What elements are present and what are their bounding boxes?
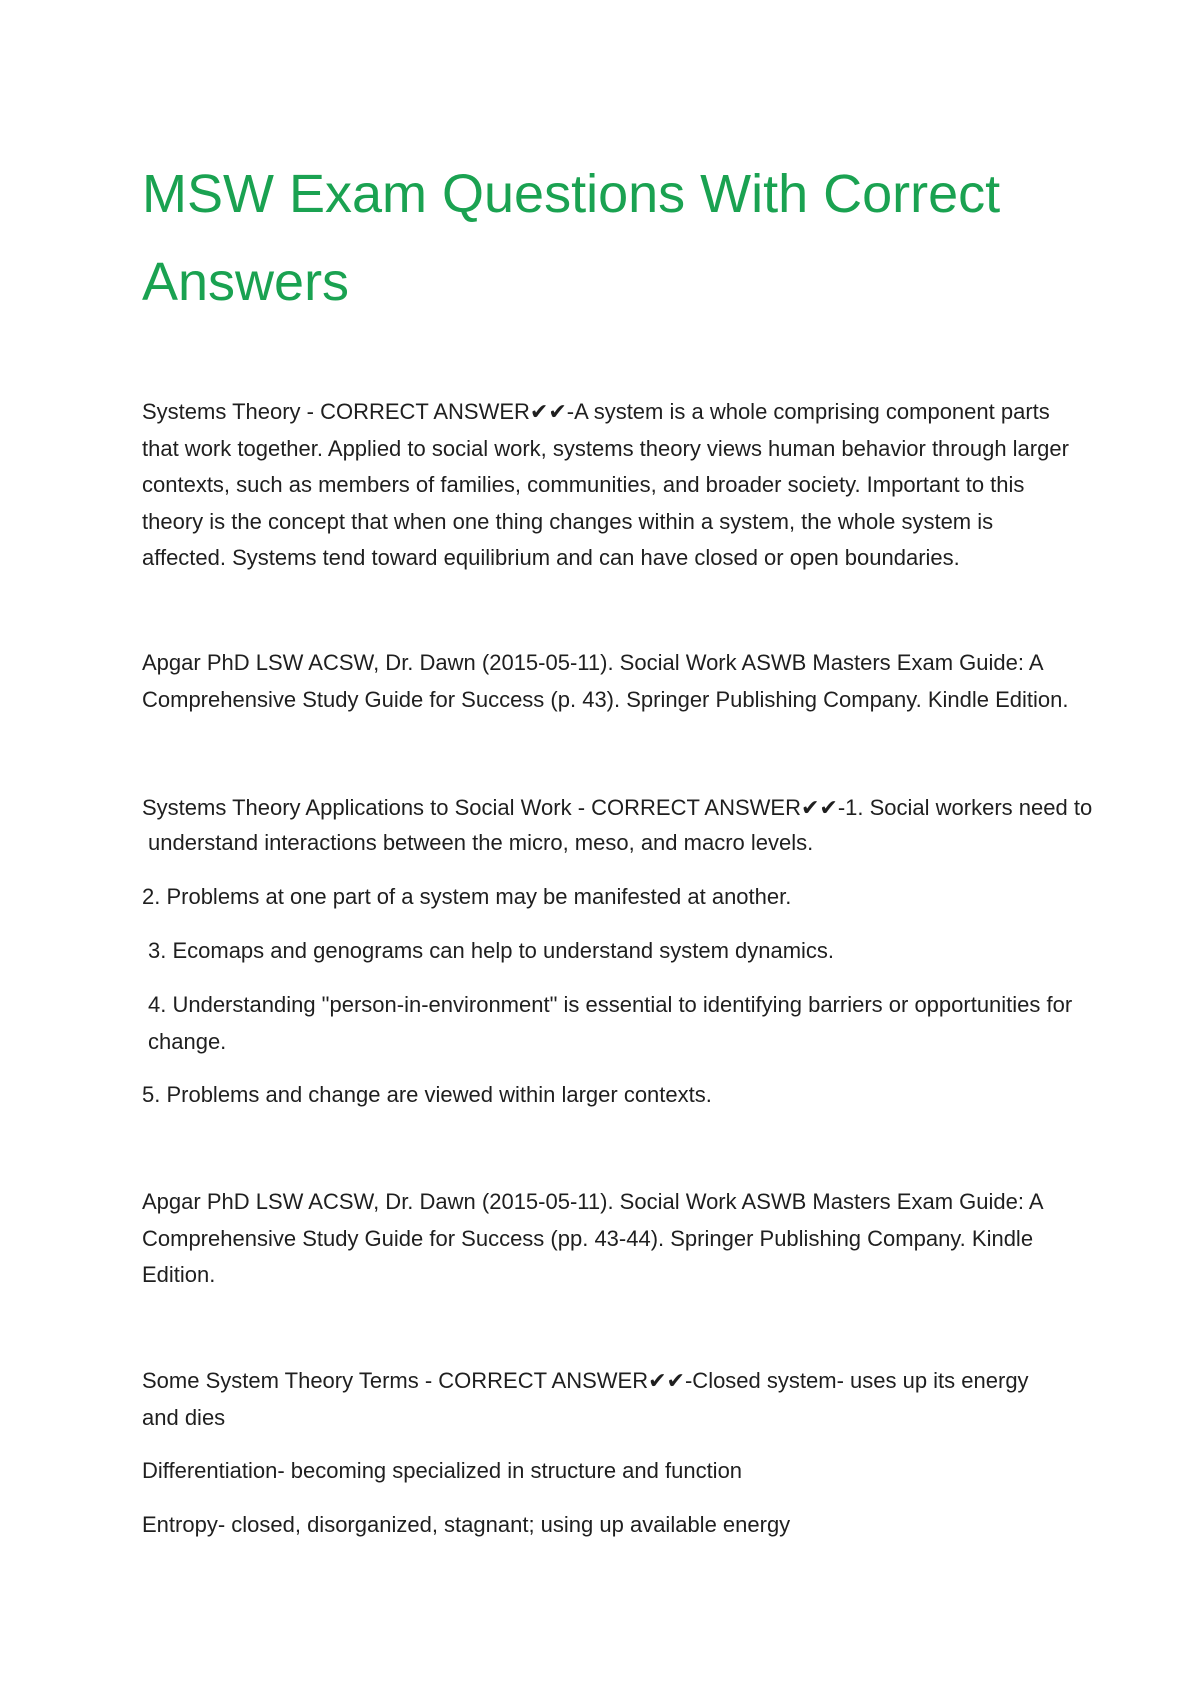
applications-item-3: 3. Ecomaps and genograms can help to understand system dynamics. bbox=[148, 938, 835, 963]
applications-item-5: 5. Problems and change are viewed within larger contexts. bbox=[142, 1082, 712, 1107]
citation-2: Apgar PhD LSW ACSW, Dr. Dawn (2015-05-11). Social Work ASWB Masters Exam Guide: A Comprehensive Study Guide for Success (pp. 43-44). Springer Publishing Company. Kindle Edition. bbox=[142, 1189, 1043, 1287]
terms-intro: Some System Theory Terms - CORRECT ANSWER✔✔-Closed system- uses up its energy and dies bbox=[142, 1368, 1029, 1430]
document-title: MSW Exam Questions With Correct Answers bbox=[142, 164, 1001, 312]
applications-item-4: 4. Understanding "person-in-environment" is essential to identifying barriers or opportunities for change. bbox=[148, 992, 1073, 1054]
applications-continuation-line: understand interactions between the micro, meso, and macro levels. bbox=[148, 830, 814, 855]
terms-entropy: Entropy- closed, disorganized, stagnant; using up available energy bbox=[142, 1512, 791, 1537]
terms-differentiation: Differentiation- becoming specialized in structure and function bbox=[142, 1458, 743, 1483]
applications-heading-line: Systems Theory Applications to Social Work - CORRECT ANSWER✔✔-1. Social workers need to bbox=[142, 795, 1093, 820]
systems-theory-entry: Systems Theory - CORRECT ANSWER✔✔-A system is a whole comprising component parts that work together. Applied to social work, systems theory views human behavior through larger contexts, such as members of families, communities, and broader society. Important to this theory is the concept that when one thing changes within a system, the whole system is affected. Systems tend toward equilibrium and can have closed or open boundaries. bbox=[142, 399, 1069, 570]
citation-1: Apgar PhD LSW ACSW, Dr. Dawn (2015-05-11). Social Work ASWB Masters Exam Guide: A Comprehensive Study Guide for Success (p. 43). Springer Publishing Company. Kindle Edition. bbox=[142, 650, 1069, 712]
applications-item-2: 2. Problems at one part of a system may be manifested at another. bbox=[142, 884, 792, 909]
